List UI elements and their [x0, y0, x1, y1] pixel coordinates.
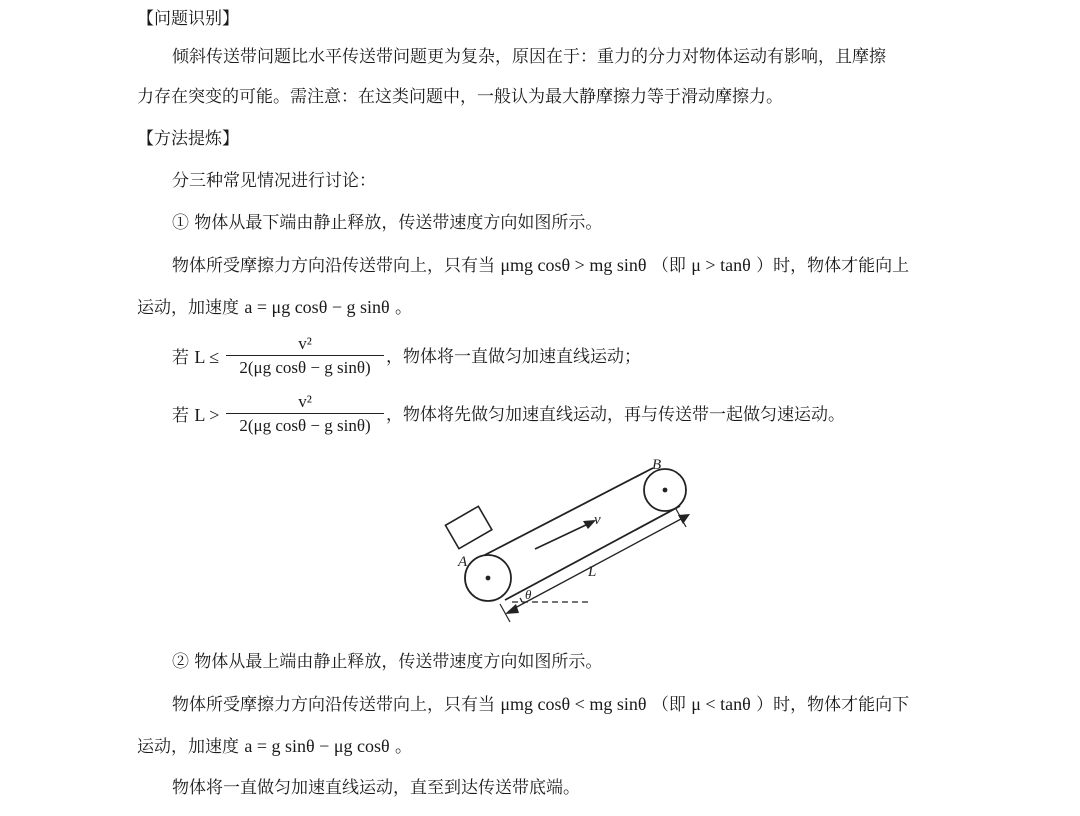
text-span: 若	[172, 406, 189, 426]
text-span: 运动，加速度	[137, 298, 239, 318]
paragraph-line: 倾斜传送带问题比水平传送带问题更为复杂，原因在于：重力的分力对物体运动有影响，且摩擦	[172, 47, 886, 67]
length-dimension-line	[513, 519, 681, 609]
case2-title: ② 物体从最上端由静止释放，传送带速度方向如图所示。	[172, 652, 603, 672]
block-rect	[445, 506, 491, 548]
formula: μ < tanθ	[691, 694, 751, 714]
formula: L ≤	[194, 347, 220, 367]
formula: a = μg cosθ − g sinθ	[244, 297, 390, 317]
formula: μmg cosθ > mg sinθ	[500, 255, 647, 275]
case2-accel-line	[137, 735, 412, 758]
fraction-numerator: v²	[298, 334, 312, 353]
block	[445, 506, 491, 548]
text-span: ）时，物体才能向上	[756, 256, 910, 276]
text-span: （即	[651, 256, 686, 276]
velocity-arrow	[535, 524, 588, 549]
pulley-a-center	[486, 576, 491, 581]
text-span: 运动，加速度	[137, 737, 239, 757]
label-a: A	[458, 554, 468, 570]
formula: μmg cosθ < mg sinθ	[500, 694, 647, 714]
fraction-denominator: 2(μg cosθ − g sinθ)	[239, 358, 371, 377]
paragraph-line: 力存在突变的可能。需注意：在这类问题中，一般认为最大静摩擦力等于滑动摩擦力。	[137, 87, 783, 107]
final-line: 物体将一直做匀加速直线运动，直至到达传送带底端。	[172, 778, 580, 798]
label-b: B	[652, 457, 662, 473]
label-theta: θ	[525, 587, 532, 602]
text-span: 物体所受摩擦力方向沿传送带向上，只有当	[172, 256, 495, 276]
cond2-text: ，物体将先做匀加速直线运动，再与传送带一起做匀速运动。	[386, 405, 845, 425]
text-span: ）时，物体才能向下	[756, 695, 910, 715]
formula: L >	[194, 405, 220, 425]
text-span: （即	[651, 695, 686, 715]
case1-title: ① 物体从最下端由静止释放，传送带速度方向如图所示。	[172, 213, 603, 233]
section-title-method: 【方法提炼】	[137, 129, 239, 149]
text-span: 物体所受摩擦力方向沿传送带向上，只有当	[172, 695, 495, 715]
angle-arc	[520, 598, 522, 602]
fraction-denominator: 2(μg cosθ − g sinθ)	[239, 416, 371, 435]
fraction-numerator: v²	[298, 392, 312, 411]
pulley-b-center	[663, 488, 668, 493]
text-span: 。	[395, 298, 412, 318]
text-span: 。	[395, 737, 412, 757]
case2-condition-line	[172, 693, 909, 716]
belt-bottom	[505, 506, 680, 600]
intro-line: 分三种常见情况进行讨论：	[172, 171, 376, 191]
text-span: 若	[172, 348, 189, 368]
label-l: L	[588, 564, 597, 580]
formula: μ > tanθ	[691, 255, 751, 275]
length-arrowhead-start	[505, 604, 519, 614]
section-title-problem: 【问题识别】	[137, 9, 239, 29]
formula: a = g sinθ − μg cosθ	[244, 736, 390, 756]
cond1-text: ，物体将一直做匀加速直线运动；	[386, 347, 641, 367]
belt-top	[479, 468, 653, 558]
label-v: v	[594, 512, 601, 528]
